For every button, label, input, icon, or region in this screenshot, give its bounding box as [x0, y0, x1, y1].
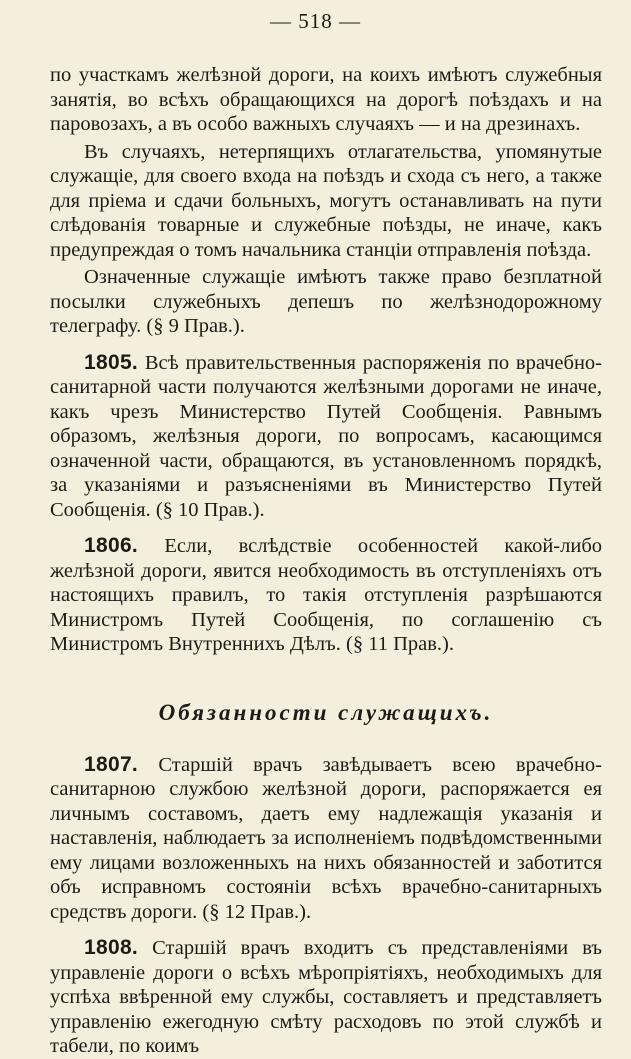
article-text: Старшій врачъ входитъ съ представленіями въ управленіе дороги о всѣхъ мѣропріятіяхъ, необходимыхъ для успѣха ввѣренной ему службы, составляетъ и представляетъ управленію ежегодную смѣту расходовъ по этой службѣ и табели, по коимъ	[50, 937, 603, 1057]
article-1808	[50, 936, 602, 1059]
article-number: 1808.	[84, 936, 139, 959]
article-1805	[50, 351, 602, 523]
article-text: Если, вслѣдствіе особенностей какой-либо желѣзной дороги, явится необходимость въ отступленіяхъ отъ настоящихъ правилъ, то такія отступленія разрѣшаются Министромъ Путей Сообщенія, по соглашенію съ Министромъ Внутреннихъ Дѣлъ. (§ 11 Прав.).	[50, 535, 602, 655]
article-text: Всѣ правительственныя распоряженія по врачебно-санитарной части получаются желѣзными дорогами не иначе, какъ чрезъ Министерство Путей Сообщенія. Равнымъ образомъ, желѣзныя дороги, по вопросамъ, касающимся означенной части, обращаются, въ установленномъ порядкѣ, за указаніями и разъясненіями въ Министерство Путей Сообщенія. (§ 10 Прав.).	[50, 351, 602, 521]
page-body	[50, 63, 602, 1059]
article-number: 1806.	[84, 534, 139, 557]
article-number: 1807.	[84, 752, 139, 776]
article-1806	[50, 534, 602, 657]
paragraph-emergency-stops: Въ случаяхъ, нетерпящихъ отлагательства, упомянутые служащіе, для своего входа на поѣздъ и схода съ него, а также для пріема и сдачи больныхъ, могутъ останавливать на пути слѣдованія товарные и служебные поѣзды, не иначе, какъ предупреждая о томъ начальника станціи отправленія поѣзда.	[50, 140, 602, 261]
article-1807	[50, 753, 602, 925]
page-number: — 518 —	[270, 9, 361, 33]
paragraph-continuation: по участкамъ желѣзной дороги, на коихъ имѣютъ служебныя занятія, во всѣхъ обращающихся на дорогѣ поѣздахъ и на паровозахъ, а въ особо важныхъ случаяхъ — и на дрезинахъ.	[50, 64, 602, 135]
paragraph-telegraph: Означенные служащіе имѣютъ также право безплатной посылки служебныхъ депешъ по желѣзнодорожному телеграфу. (§ 9 Прав.).	[50, 266, 602, 337]
article-text: Старшій врачъ завѣдываетъ всею врачебно-санитарною службою желѣзной дороги, распоряжается ея личнымъ составомъ, даетъ ему надлежащія указанія и наставленія, наблюдаетъ за исполненіемъ подвѣдомственными ему лицами возложенныхъ на нихъ обязанностей и заботится объ исправномъ состояніи всѣхъ врачебно-санитарныхъ средствъ дороги. (§ 12 Прав.).	[50, 753, 603, 923]
section-heading: Обязанности служащихъ.	[158, 699, 494, 725]
article-number: 1805.	[84, 350, 139, 374]
